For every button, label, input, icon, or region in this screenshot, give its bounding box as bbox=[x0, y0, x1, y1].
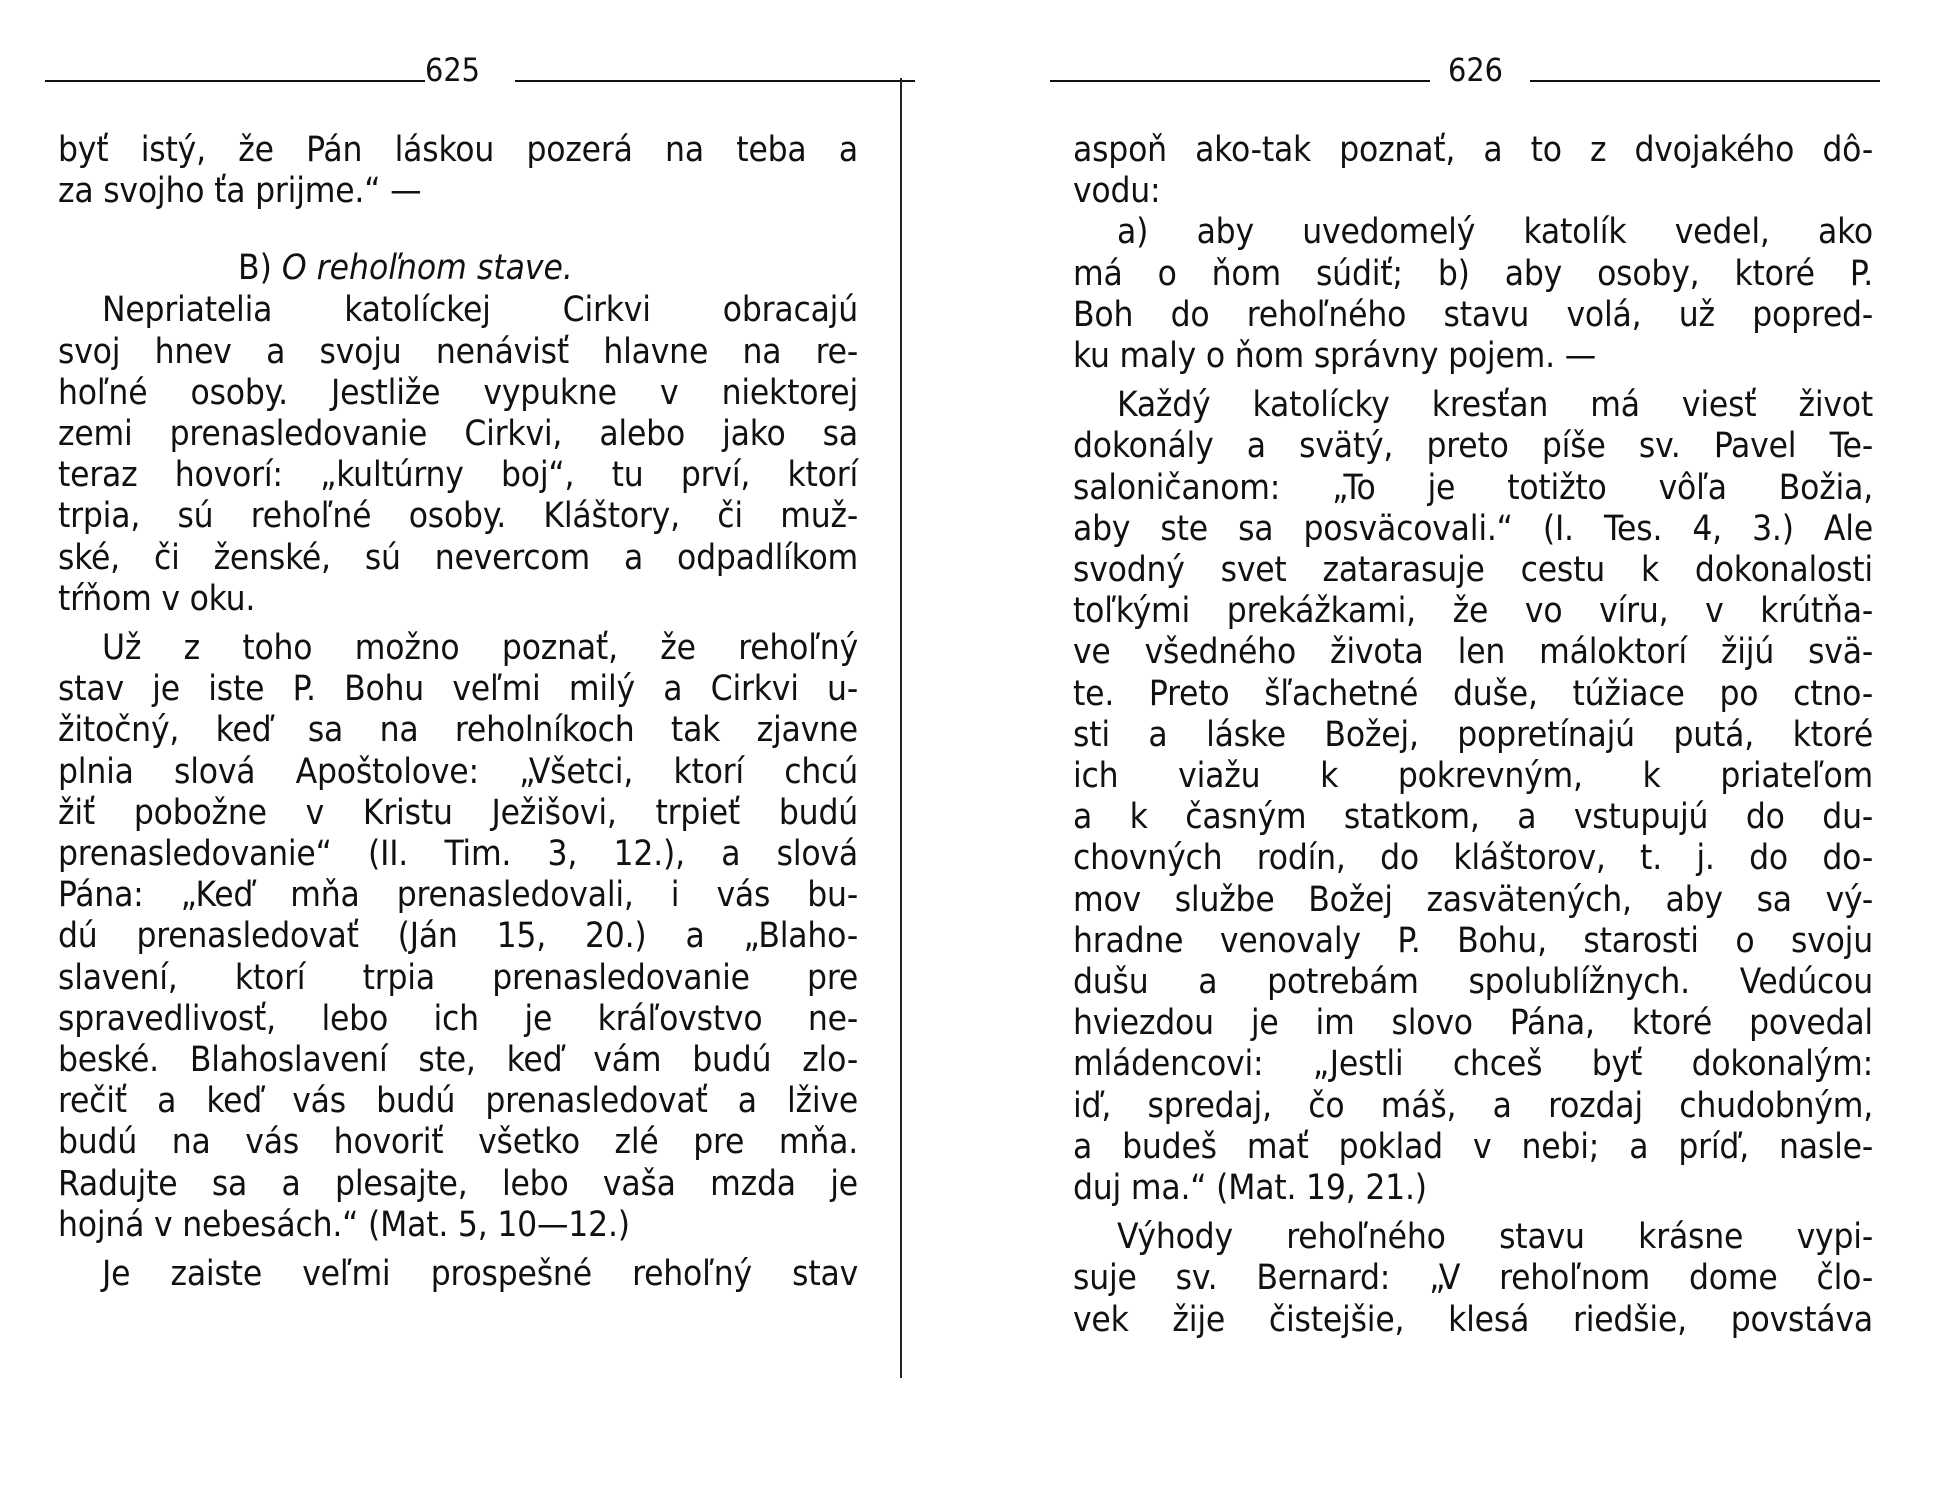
left-paragraph-1 bbox=[58, 290, 858, 620]
text-line: dokonály a svätý, preto píše sv. Pavel Te- bbox=[1073, 426, 1873, 467]
text-line: iď, spredaj, čo máš, a rozdaj chudobným, bbox=[1073, 1085, 1873, 1126]
text-line: byť istý, že Pán láskou pozerá na teba a bbox=[58, 130, 858, 170]
text-line: toľkými prekážkami, že vo víru, v krútňa- bbox=[1073, 591, 1873, 632]
text-line: ich viažu k pokrevným, k priateľom bbox=[1073, 756, 1873, 797]
text-line: aspoň ako-tak poznať, a to z dvojakého dô- bbox=[1073, 130, 1873, 170]
text-line: slavení, ktorí trpia prenasledovanie pre bbox=[58, 957, 858, 998]
header-rule-right-a bbox=[1050, 80, 1430, 82]
text-line: hoľné osoby. Jestliže vypukne v niektorej bbox=[58, 372, 858, 413]
text-line: za svojho ťa prijme.“ — bbox=[58, 171, 422, 212]
text-line: dušu a potrebám spolublížnych. Vedúcou bbox=[1073, 962, 1873, 1003]
text-line: Už z toho možno poznať, že rehoľný bbox=[102, 628, 858, 669]
text-line: chovných rodín, do kláštorov, t. j. do do- bbox=[1073, 838, 1873, 879]
text-line: teraz hovorí: „kultúrny boj“, tu prví, ktorí bbox=[58, 455, 858, 496]
text-line: te. Preto šľachetné duše, túžiace po ctno- bbox=[1073, 673, 1873, 714]
text-line: a) aby uvedomelý katolík vedel, ako bbox=[1117, 212, 1873, 253]
right-paragraph-2 bbox=[1073, 385, 1873, 1209]
header-rule-right-b bbox=[1530, 80, 1880, 82]
text-line: ku maly o ňom správny pojem. — bbox=[1073, 336, 1597, 377]
page-gutter-divider bbox=[900, 78, 902, 1378]
text-line: ské, či ženské, sú nevercom a odpadlíkom bbox=[58, 537, 858, 578]
text-line: a budeš mať poklad v nebi; a príď, nasle- bbox=[1073, 1126, 1873, 1167]
right-paragraph-1 bbox=[1073, 212, 1873, 377]
header-rule-left-a bbox=[45, 80, 425, 82]
section-heading bbox=[58, 246, 858, 290]
text-line: saloničanom: „To je totižto vôľa Božia, bbox=[1073, 467, 1873, 508]
text-line: žitočný, keď sa na reholníkoch tak zjavne bbox=[58, 710, 858, 751]
text-line: hviezdou je im slovo Pána, ktoré povedal bbox=[1073, 1003, 1873, 1044]
left-page-header bbox=[45, 50, 915, 90]
left-intro bbox=[58, 130, 858, 212]
text-line: duj ma.“ (Mat. 19, 21.) bbox=[1073, 1168, 1427, 1209]
text-line: stav je iste P. Bohu veľmi milý a Cirkvi u- bbox=[58, 669, 858, 710]
text-line: vodu: bbox=[1073, 171, 1161, 212]
text-line: Výhody rehoľného stavu krásne vypi- bbox=[1117, 1217, 1873, 1258]
left-page-number: 625 bbox=[425, 51, 480, 89]
text-line: Je zaiste veľmi prospešné rehoľný stav bbox=[102, 1254, 858, 1295]
text-line: hradne venovaly P. Bohu, starosti o svoju bbox=[1073, 920, 1873, 961]
header-rule-left-b bbox=[515, 80, 915, 82]
left-paragraph-3 bbox=[58, 1254, 858, 1295]
left-page-body bbox=[58, 130, 858, 1295]
text-line: beské. Blahoslavení ste, keď vám budú zlo- bbox=[58, 1040, 858, 1081]
text-line: žiť pobožne v Kristu Ježišovi, trpieť budú bbox=[58, 792, 858, 833]
right-page-body bbox=[1073, 130, 1873, 1341]
text-line: hojná v nebesách.“ (Mat. 5, 10—12.) bbox=[58, 1204, 630, 1245]
text-line: svoj hnev a svoju nenávisť hlavne na re- bbox=[58, 331, 858, 372]
left-paragraph-2 bbox=[58, 628, 858, 1246]
text-line: suje sv. Bernard: „V rehoľnom dome člo- bbox=[1073, 1258, 1873, 1299]
text-line: Nepriatelia katolíckej Cirkvi obracajú bbox=[102, 290, 858, 331]
right-intro bbox=[1073, 130, 1873, 212]
text-line: Každý katolícky kresťan má viesť život bbox=[1117, 385, 1873, 426]
text-line: trpia, sú rehoľné osoby. Kláštory, či muž- bbox=[58, 496, 858, 537]
right-paragraph-3 bbox=[1073, 1217, 1873, 1341]
text-line: Radujte sa a plesajte, lebo vaša mzda je bbox=[58, 1163, 858, 1204]
text-line: a k časným statkom, a vstupujú do du- bbox=[1073, 797, 1873, 838]
text-line: dú prenasledovať (Ján 15, 20.) a „Blaho- bbox=[58, 916, 858, 957]
text-line: vek žije čistejšie, klesá riedšie, povstáva bbox=[1073, 1299, 1873, 1340]
text-line: zemi prenasledovanie Cirkvi, alebo jako sa bbox=[58, 414, 858, 455]
text-line: mládencovi: „Jestli chceš byť dokonalým: bbox=[1073, 1044, 1873, 1085]
text-line: tŕňom v oku. bbox=[58, 578, 256, 619]
text-line: spravedlivosť, lebo ich je kráľovstvo ne- bbox=[58, 998, 858, 1039]
text-line: rečiť a keď vás budú prenasledovať a lžive bbox=[58, 1081, 858, 1122]
text-line: plnia slová Apoštolove: „Všetci, ktorí chcú bbox=[58, 751, 858, 792]
text-line: Pána: „Keď mňa prenasledovali, i vás bu- bbox=[58, 875, 858, 916]
text-line: má o ňom súdiť; b) aby osoby, ktoré P. bbox=[1073, 253, 1873, 294]
text-line: prenasledovanie“ (II. Tim. 3, 12.), a slová bbox=[58, 834, 858, 875]
text-line: svodný svet zatarasuje cestu k dokonalosti bbox=[1073, 550, 1873, 591]
text-line: budú na vás hovoriť všetko zlé pre mňa. bbox=[58, 1122, 858, 1163]
text-line: aby ste sa posväcovali.“ (I. Tes. 4, 3.) Ale bbox=[1073, 508, 1873, 549]
text-line: mov službe Božej zasvätených, aby sa vý- bbox=[1073, 879, 1873, 920]
right-page-number: 626 bbox=[1448, 51, 1503, 89]
text-line: sti a láske Božej, popretínajú putá, ktoré bbox=[1073, 714, 1873, 755]
text-line: ve všedného života len máloktorí žijú svä- bbox=[1073, 632, 1873, 673]
heading-title: O rehoľnom stave. bbox=[281, 248, 573, 289]
right-page-header bbox=[1050, 50, 1880, 90]
heading-label: B) bbox=[238, 248, 272, 289]
text-line: Boh do rehoľného stavu volá, už popred- bbox=[1073, 294, 1873, 335]
